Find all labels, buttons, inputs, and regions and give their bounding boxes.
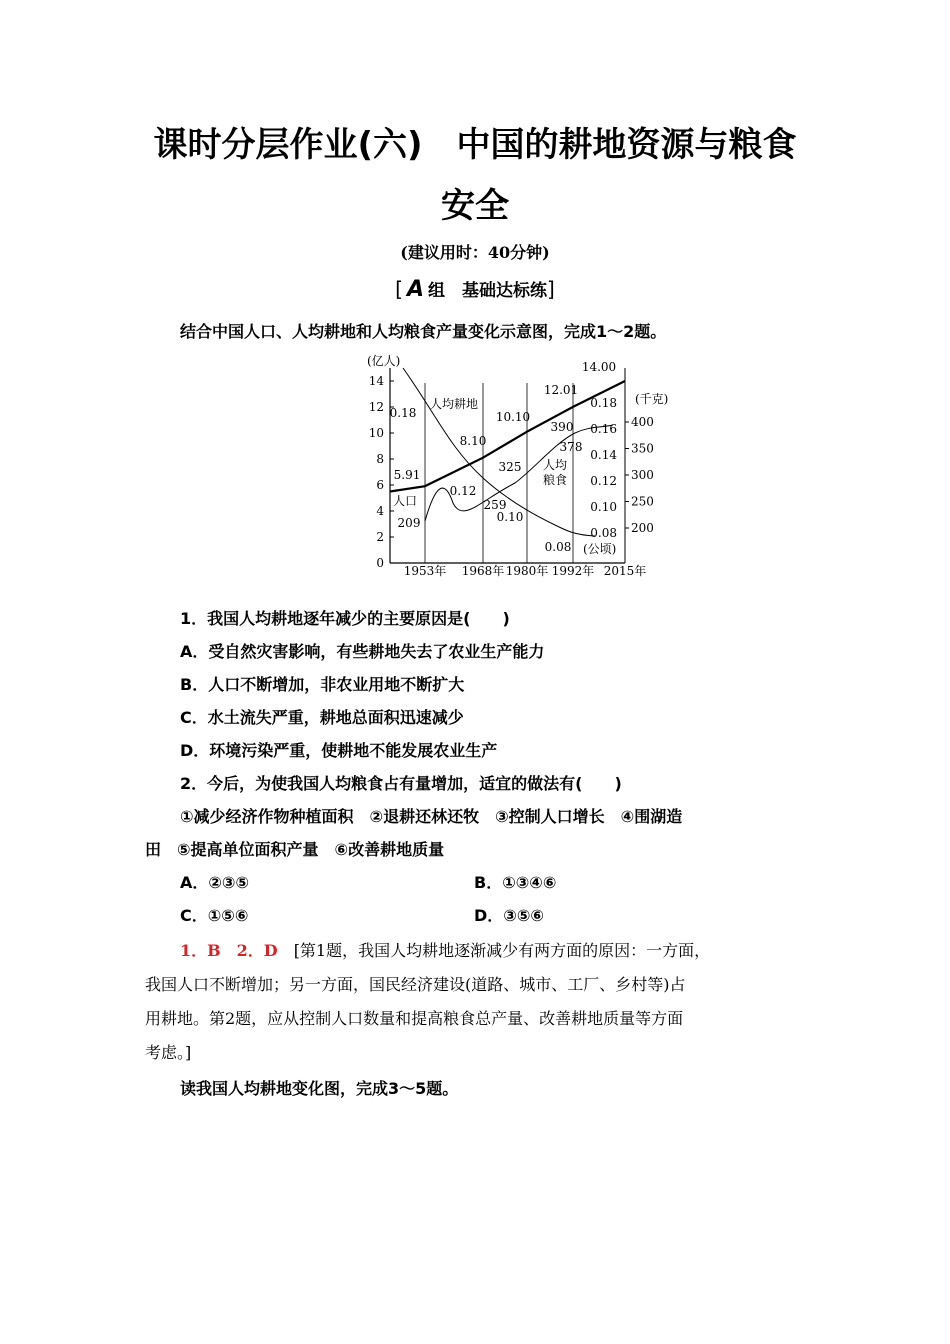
x-tick-label: 1980年 xyxy=(505,564,549,578)
left-tick-label: 6 xyxy=(376,478,384,492)
q1-stem: 1．我国人均耕地逐年减少的主要原因是( ) xyxy=(180,609,510,628)
group-heading xyxy=(0,276,950,302)
group-label: 组 基础达标练 xyxy=(428,281,548,301)
q1-option-a: A．受自然灾害影响，有些耕地失去了农业生产能力 xyxy=(180,642,545,661)
left-tick-label: 14 xyxy=(368,374,384,388)
answer-line2: 我国人口不断增加；另一方面，国民经济建设(道路、城市、工厂、乡村等)占 xyxy=(145,975,686,994)
q2-stem: 2．今后，为使我国人均粮食占有量增加，适宜的做法有( ) xyxy=(180,774,622,793)
mid-tick-label: 0.14 xyxy=(590,448,617,462)
right-tick-label: 300 xyxy=(631,468,654,482)
grain-data-label: 209 xyxy=(397,516,421,530)
answer-key: 1．B 2．D xyxy=(180,941,278,960)
answer-explanation-start: [第1题，我国人均耕地逐渐减少有两方面的原因：一方面， xyxy=(293,941,711,960)
answer-line4: 考虑。] xyxy=(145,1043,192,1062)
farmland-data-label: 0.10 xyxy=(496,510,524,524)
population-data-label: 12.01 xyxy=(543,383,579,397)
left-tick-label: 0 xyxy=(376,556,384,570)
x-tick-label: 2015年 xyxy=(603,564,647,578)
mid-tick-label: 0.12 xyxy=(590,474,617,488)
q1-option-c: C．水土流失严重，耕地总面积迅速减少 xyxy=(180,708,464,727)
population-farmland-grain-chart xyxy=(355,353,669,578)
left-tick-label: 10 xyxy=(368,426,384,440)
answer-line3: 用耕地。第2题，应从控制人口数量和提高粮食总产量、改善耕地质量等方面 xyxy=(145,1009,684,1028)
q1-option-b: B．人口不断增加，非农业用地不断扩大 xyxy=(180,675,465,694)
farmland-series-label: 人均耕地 xyxy=(430,397,479,411)
left-unit-label: (亿人) xyxy=(367,354,401,368)
q2-option-a: A．②③⑤ xyxy=(180,873,250,892)
x-tick-label: 1992年 xyxy=(551,564,595,578)
left-tick-label: 4 xyxy=(376,504,384,518)
mid-tick-label: 0.18 xyxy=(590,396,617,410)
right-tick-label: 250 xyxy=(631,494,654,509)
farmland-data-label: 0.12 xyxy=(449,484,477,498)
grain-data-label: 259 xyxy=(483,498,507,512)
mid-tick-label: 0.10 xyxy=(590,500,617,514)
grain-series-label-2: 粮食 xyxy=(543,473,568,487)
mid-tick-label: 0.08 xyxy=(590,526,617,540)
left-tick-label: 12 xyxy=(368,400,384,414)
farmland-data-label: 0.18 xyxy=(389,406,417,420)
right-tick-label: 350 xyxy=(631,441,654,456)
right-tick-label: 200 xyxy=(631,521,654,535)
group-letter: A xyxy=(406,277,425,302)
grain-data-label: 325 xyxy=(498,460,522,474)
x-tick-label: 1953年 xyxy=(403,564,447,578)
population-data-label: 8.10 xyxy=(459,434,487,448)
q2-choices-line1: ①减少经济作物种植面积 ②退耕还林还牧 ③控制人口增长 ④围湖造 xyxy=(180,807,683,826)
q2-option-d: D．③⑤⑥ xyxy=(474,906,544,925)
chart-intro: 结合中国人口、人均耕地和人均粮食产量变化示意图，完成1～2题。 xyxy=(180,322,667,341)
grain-data-label: 390 xyxy=(550,420,574,434)
population-series-label: 人口 xyxy=(393,494,418,508)
farmland-data-label: 0.08 xyxy=(544,540,572,554)
population-data-label: 14.00 xyxy=(581,360,617,374)
x-tick-label: 1968年 xyxy=(461,564,505,578)
suggested-time: (建议用时：40分钟) xyxy=(400,243,550,262)
page-title-line2: 安全 xyxy=(441,186,509,226)
q2-option-c: C．①⑤⑥ xyxy=(180,906,249,925)
q1-option-d: D．环境污染严重，使耕地不能发展农业生产 xyxy=(180,741,498,760)
hectare-unit-label: (公顷) xyxy=(583,542,617,556)
q2-choices-line2: 田 ⑤提高单位面积产量 ⑥改善耕地质量 xyxy=(145,840,445,859)
page-title-line1: 课时分层作业(六) 中国的耕地资源与粮食 xyxy=(153,125,797,165)
group-bracket-close: ] xyxy=(547,277,555,301)
left-tick-label: 8 xyxy=(376,452,384,466)
grain-data-label: 378 xyxy=(559,440,583,454)
chart-intro-2: 读我国人均耕地变化图，完成3～5题。 xyxy=(180,1079,459,1098)
right-unit-label: (千克) xyxy=(635,392,669,406)
group-bracket-open: [ xyxy=(395,277,403,301)
right-tick-label: 400 xyxy=(631,415,654,429)
answer-line1 xyxy=(180,938,710,961)
q2-option-b: B．①③④⑥ xyxy=(474,873,557,892)
population-data-label: 5.91 xyxy=(393,468,421,482)
mid-tick-label: 0.16 xyxy=(590,422,617,436)
chart-labels xyxy=(367,354,668,578)
grain-series-label-1: 人均 xyxy=(543,458,568,472)
left-tick-label: 2 xyxy=(376,530,384,544)
population-data-label: 10.10 xyxy=(495,410,531,424)
